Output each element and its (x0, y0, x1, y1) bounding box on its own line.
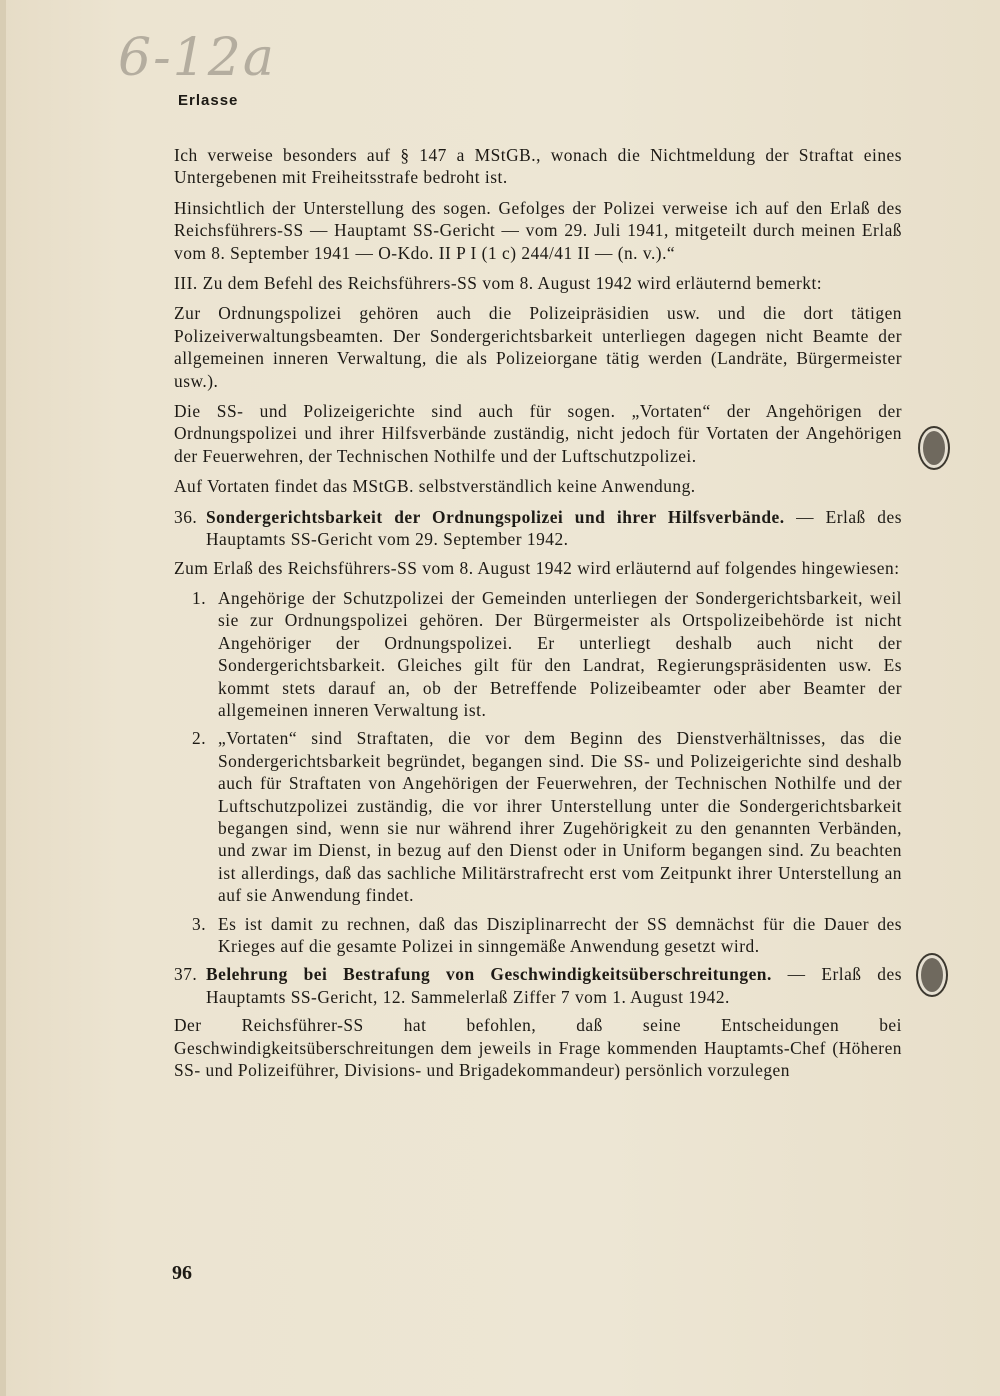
entry-title: Sondergerichtsbarkeit der Ordnungspolizei und ihrer Hilfsverbände. (206, 506, 785, 527)
list-item-text: „Vortaten“ sind Straftaten, die vor dem Beginn des Dienstverhältnisses, das die Sondergerichtsbarkeit begründet, begangen sind. Die SS- und Polizeigerichte sind deshalb auch für Straftaten von Angehörigen der Feuerwehren, der Technischen Nothilfe und der Luftschutzpolizei zuständig, die vor ihrer Unterstellung unter die Sondergerichtsbarkeit begangen sind, wenn sie nur während ihrer Zugehörigkeit zu den genannten Verbänden, und zwar im Dienst, in bezug auf den Dienst oder in Uniform begangen sind. Zu beachten ist allerdings, daß das sachliche Militärstrafrecht erst vom Zeitpunkt ihrer Unterstellung an auf sie Anwendung findet. (218, 728, 902, 906)
punch-hole (918, 955, 946, 995)
entry-intro: Zum Erlaß des Reichsführers-SS vom 8. August 1942 wird erläuternd auf folgendes hingewiesen: (174, 557, 900, 578)
entry-title: Belehrung bei Bestrafung von Geschwindigkeitsüberschreitungen. (206, 964, 772, 985)
numbered-list (174, 587, 902, 958)
list-item-number: 3. (192, 913, 207, 934)
section-header: Erlasse (178, 92, 239, 109)
list-item (174, 727, 902, 906)
decree-entry-37 (174, 963, 902, 1008)
entry-text: Der Reichsführer-SS hat befohlen, daß seine Entscheidungen bei Geschwindigkeitsüberschreitungen dem jeweils in Frage kommenden Hauptamts-Chef (Höheren SS- und Polizeiführer, Divisions- und Brigadekommandeur) persönlich vorzulegen (174, 1015, 902, 1081)
punch-hole (920, 428, 948, 468)
entry-source: — Erlaß des Hauptamts SS-Gericht vom 29. September 1942. (206, 506, 902, 550)
handwritten-note: 6-12a (118, 28, 276, 88)
list-item-text: Angehörige der Schutzpolizei der Gemeinden unterliegen der Sondergerichtsbarkeit, weil sie zur Ordnungspolizei gehören. Der Bürgermeister als Ortspolizeibehörde ist nicht Angehöriger der Ordnungspolizei. Er unterliegt deshalb auch nicht der Sondergerichtsbarkeit. Gleiches gilt für den Landrat, Regierungspräsidenten usw. Es kommt stets darauf an, ob der Betreffende Polizeibeamter oder aber Beamter der allgemeinen inneren Verwaltung ist. (218, 587, 902, 720)
paragraph: Zur Ordnungspolizei gehören auch die Polizeipräsidien usw. und die dort tätigen Polizeiverwaltungsbeamten. Der Sondergerichtsbarkeit unterliegen dagegen nicht Beamte der allgemeinen inneren Verwaltung, die als Polizeiorgane tätig werden (Landräte, Bürgermeister usw.). (174, 303, 902, 391)
list-item (174, 587, 902, 721)
entry-number: 36. (174, 506, 198, 527)
paragraph: III. Zu dem Befehl des Reichsführers-SS vom 8. August 1942 wird erläuternd bemerkt: (174, 273, 823, 294)
list-item-text: Es ist damit zu rechnen, daß das Disziplinarrecht der SS demnächst für die Dauer des Krieges auf die gesamte Polizei in sinngemäße Anwendung gesetzt wird. (218, 913, 902, 956)
decree-entry-36 (174, 506, 902, 551)
paragraph: Die SS- und Polizeigerichte sind auch für sogen. „Vortaten“ der Angehörigen der Ordnungspolizei und ihrer Hilfsverbände zuständig, nicht jedoch für Vortaten der Angehörigen der Feuerwehren, der Technischen Nothilfe und der Luftschutzpolizei. (174, 401, 902, 466)
list-item-number: 1. (192, 587, 207, 608)
list-item-number: 2. (192, 728, 207, 749)
page-edge (0, 0, 6, 1396)
page-number: 96 (172, 1262, 192, 1284)
entry-number: 37. (174, 964, 198, 985)
body-text (174, 144, 902, 1089)
paragraph: Ich verweise besonders auf § 147 a MStGB., wonach die Nichtmeldung der Straftat eines Untergebenen mit Freiheitsstrafe bedroht ist. (174, 145, 902, 188)
entry-source: — Erlaß des Hauptamts SS-Gericht, 12. Sammelerlaß Ziffer 7 vom 1. August 1942. (206, 964, 902, 1007)
paragraph: Hinsichtlich der Unterstellung des sogen. Gefolges der Polizei verweise ich auf den Erlaß des Reichsführers-SS — Hauptamt SS-Gericht — vom 29. Juli 1941, mitgeteilt durch meinen Erlaß vom 8. September 1941 — O-Kdo. II P I (1 c) 244/41 II — (n. v.).“ (174, 197, 902, 263)
list-item (174, 913, 902, 958)
paragraph: Auf Vortaten findet das MStGB. selbstverständlich keine Anwendung. (174, 476, 696, 497)
